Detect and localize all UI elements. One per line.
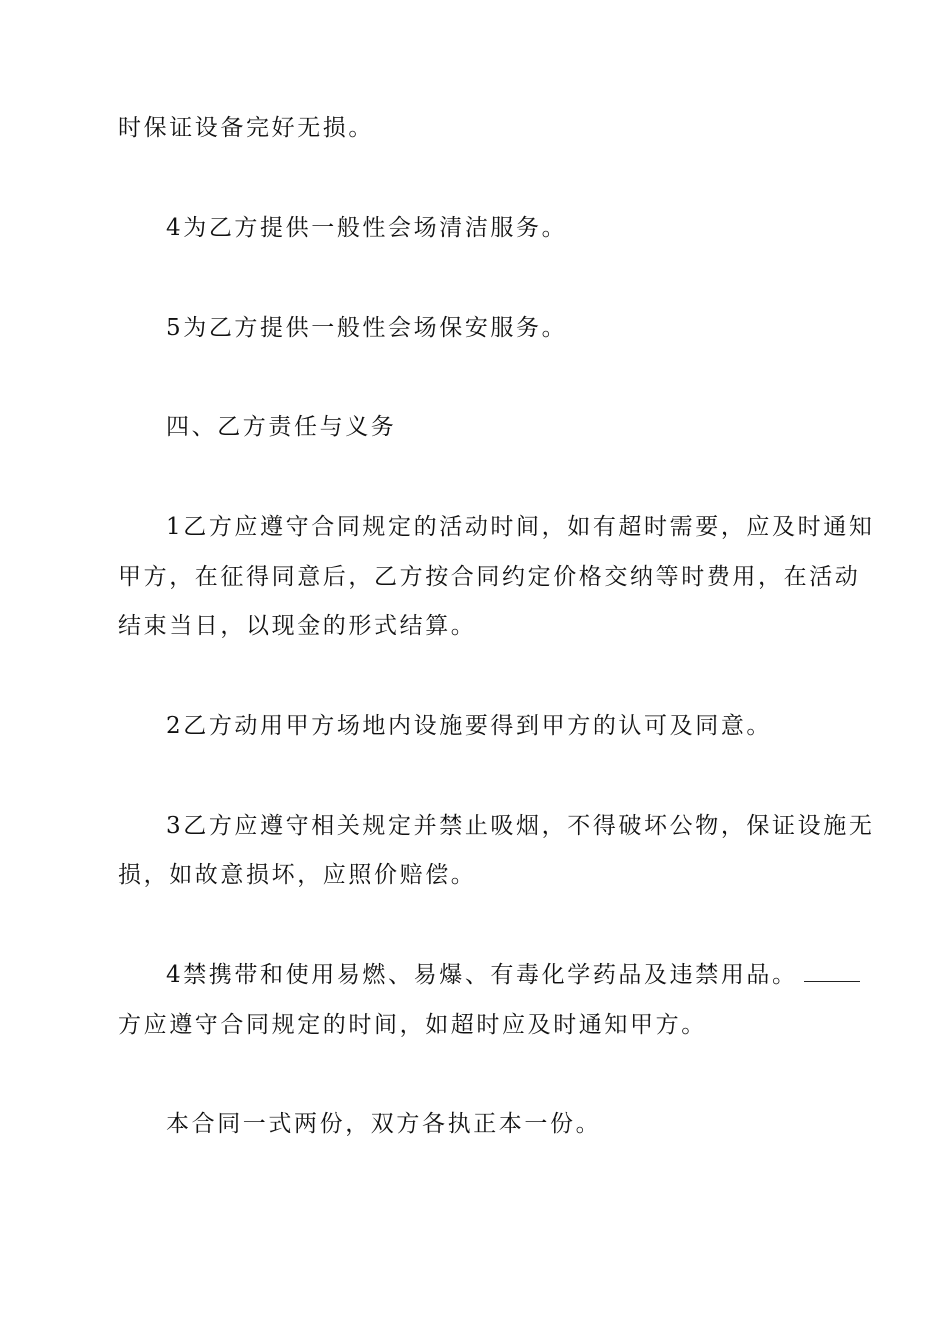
text-line: 2乙方动用甲方场地内设施要得到甲方的认可及同意。 <box>166 713 773 739</box>
text-line: 5为乙方提供一般性会场保安服务。 <box>166 315 568 341</box>
text-segment: 4禁携带和使用易燃、易爆、有毒化学药品及违禁用品。 <box>166 962 798 988</box>
text-line: 结束当日，以现金的形式结算。 <box>118 613 477 639</box>
text-line: 4为乙方提供一般性会场清洁服务。 <box>166 215 568 241</box>
text-line: 损，如故意损坏，应照价赔偿。 <box>118 862 477 888</box>
section-heading: 四、乙方责任与义务 <box>166 414 397 440</box>
fill-blank <box>804 963 860 982</box>
text-line-with-blank <box>166 960 860 990</box>
text-line: 方应遵守合同规定的时间，如超时应及时通知甲方。 <box>118 1012 707 1038</box>
text-line: 甲方，在征得同意后，乙方按合同约定价格交纳等时费用，在活动 <box>118 564 861 590</box>
text-line: 时保证设备完好无损。 <box>118 115 374 141</box>
text-line: 本合同一式两份，双方各执正本一份。 <box>166 1111 602 1137</box>
text-line: 3乙方应遵守相关规定并禁止吸烟，不得破坏公物，保证设施无 <box>166 813 875 839</box>
text-line: 1乙方应遵守合同规定的活动时间，如有超时需要，应及时通知 <box>166 514 875 540</box>
